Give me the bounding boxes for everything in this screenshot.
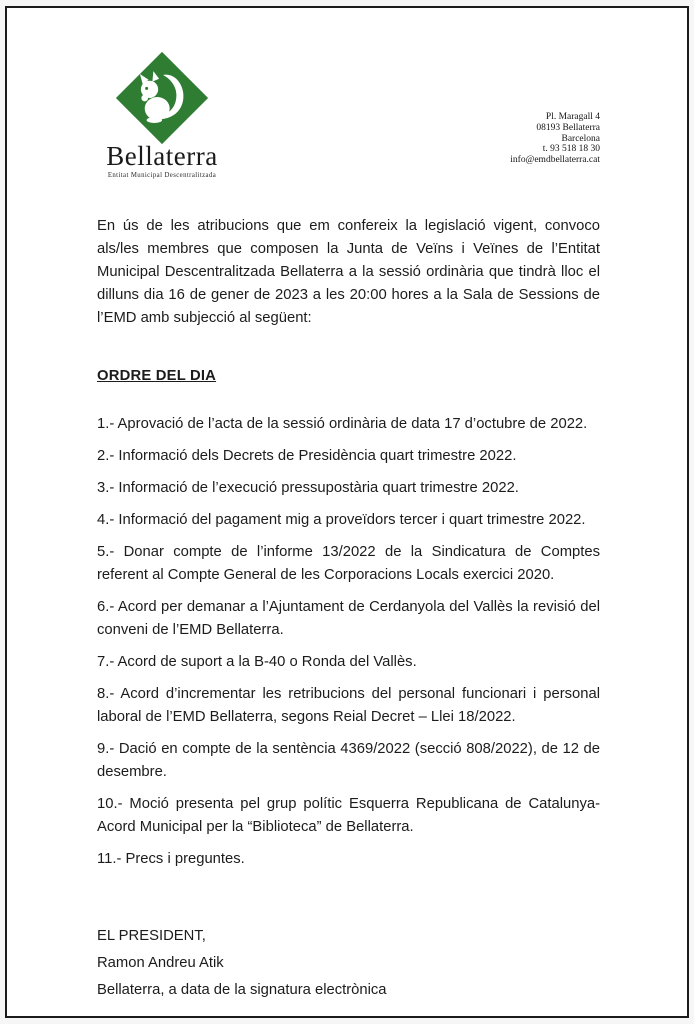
squirrel-icon: [114, 50, 210, 146]
agenda-item: 6.- Acord per demanar a l’Ajuntament de Cerdanyola del Vallès la revisió del conveni de l’EMD Bellaterra.: [97, 599, 600, 639]
address-line: Pl. Maragall 4: [545, 112, 600, 122]
agenda-heading: ORDRE DEL DIA: [97, 368, 217, 385]
logo-subtitle: Entitat Municipal Descentralitzada: [107, 172, 217, 180]
emd-bellaterra-logo: [97, 50, 227, 179]
agenda-item: 11.- Precs i preguntes.: [97, 851, 245, 868]
agenda-item: 9.- Dació en compte de la sentència 4369/2022 (secció 808/2022), de 12 de desembre.: [97, 741, 600, 781]
agenda-item: 10.- Moció presenta pel grup polític Esquerra Republicana de Catalunya-Acord Municipal per la “Biblioteca” de Bellaterra.: [97, 796, 600, 836]
signature-place: Bellaterra, a data de la signatura electrònica: [97, 982, 387, 999]
agenda-item: 4.- Informació del pagament mig a proveïdors tercer i quart trimestre 2022.: [97, 512, 586, 529]
agenda-item: 1.- Aprovació de l’acta de la sessió ordinària de data 17 d’octubre de 2022.: [97, 416, 588, 433]
document-frame: [5, 6, 689, 1018]
signature-role: EL PRESIDENT,: [97, 928, 206, 945]
address-line: 08193 Bellaterra: [536, 122, 600, 133]
address-line: Barcelona: [561, 133, 600, 144]
agenda-list: [97, 413, 600, 871]
signature-name: Ramon Andreu Atik: [97, 955, 224, 972]
address-line: t. 93 518 18 30: [542, 144, 600, 155]
address-block: [510, 112, 600, 179]
intro-paragraph: En ús de les atribucions que em confereix la legislació vigent, convoco als/les membres que composen la Junta de Veïns i Veïnes de l’Entitat Municipal Descentralitzada Bellaterra a la sessió ordinària que tindrà lloc el dilluns dia 16 de gener de 2023 a les 20:00 hores a la Sala de Sessions de l’EMD amb subjecció al següent:: [97, 218, 600, 327]
agenda-item: 3.- Informació de l’execució pressupostària quart trimestre 2022.: [97, 480, 519, 497]
signature-block: [97, 925, 600, 1002]
logo-wordmark: Bellaterra: [106, 141, 218, 171]
document-content: [7, 8, 687, 1002]
agenda-item: 8.- Acord d’incrementar les retribucions del personal funcionari i personal laboral de l’EMD Bellaterra, segons Reial Decret – Llei 18/2022.: [97, 686, 600, 726]
document-header: [97, 50, 600, 179]
agenda-item: 2.- Informació dels Decrets de Presidència quart trimestre 2022.: [97, 448, 517, 465]
agenda-item: 5.- Donar compte de l’informe 13/2022 de la Sindicatura de Comptes referent al Compte General de les Corporacions Locals exercici 2020.: [97, 544, 600, 584]
address-line: info@emdbellaterra.cat: [510, 155, 600, 166]
agenda-item: 7.- Acord de suport a la B-40 o Ronda del Vallès.: [97, 654, 417, 671]
